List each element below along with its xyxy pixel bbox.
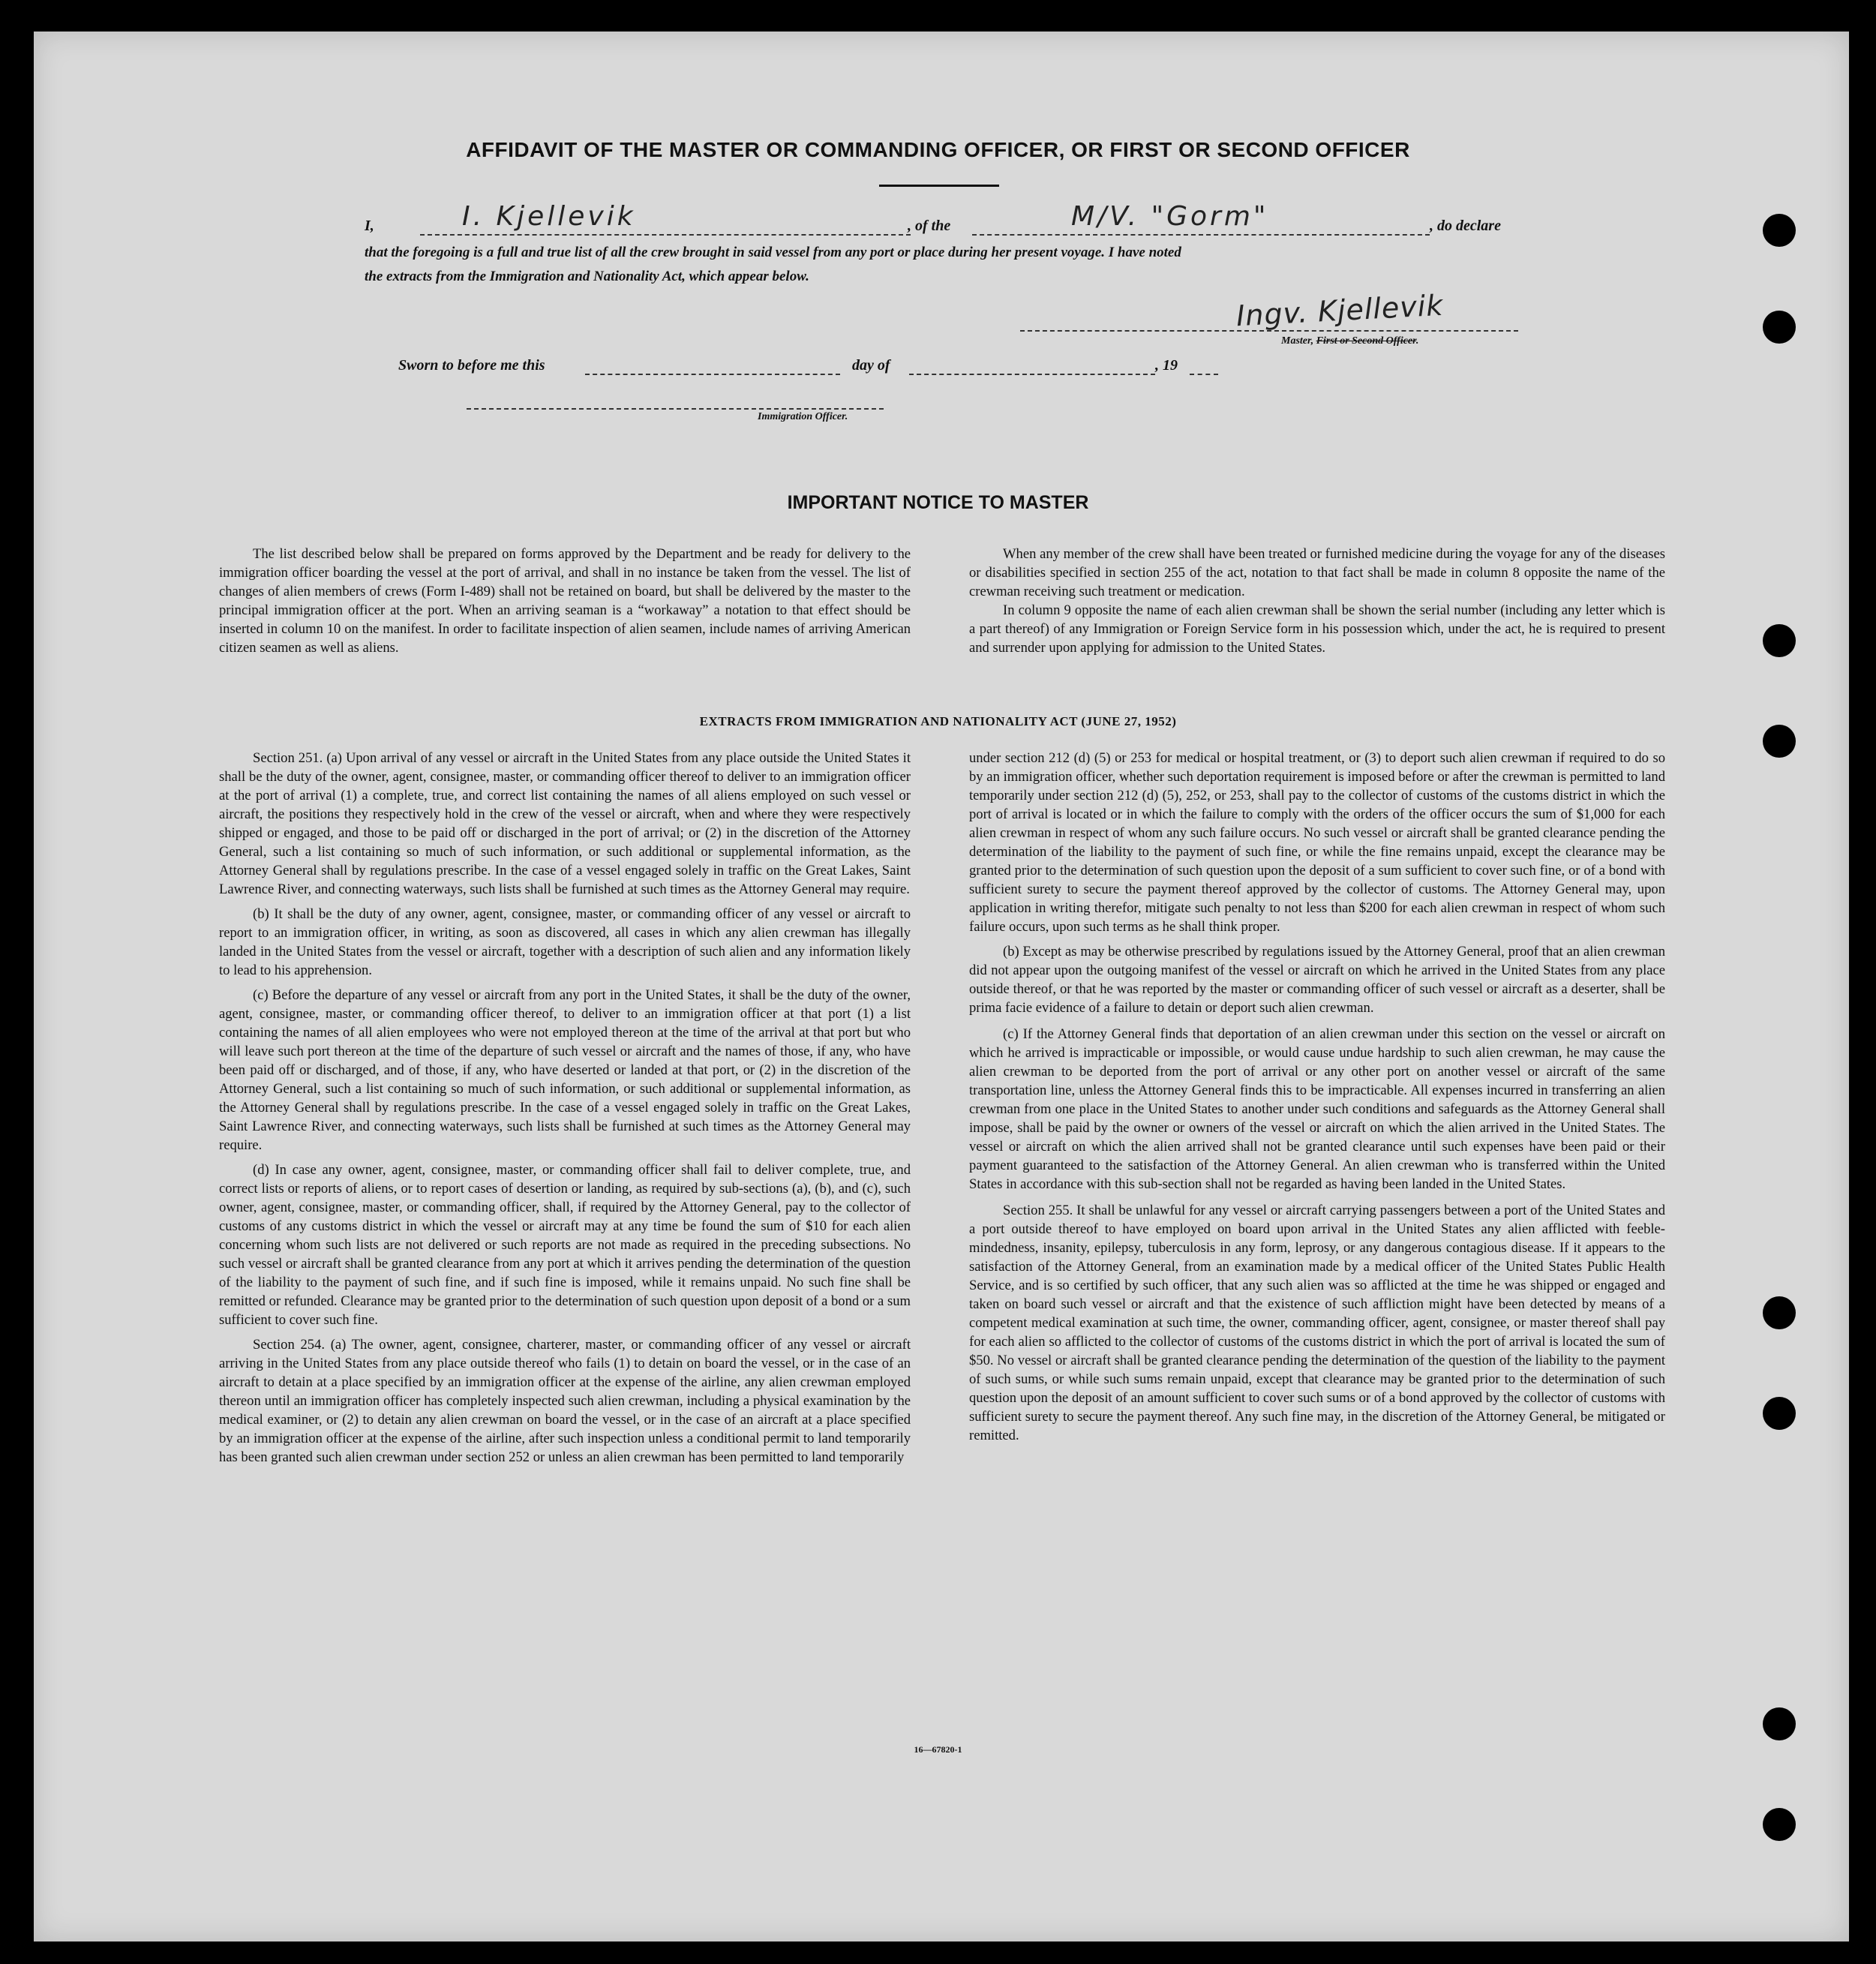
affidavit-line-3: the extracts from the Immigration and Nationality Act, which appear below. bbox=[365, 269, 809, 284]
binder-hole bbox=[1763, 624, 1796, 657]
notice-right-column bbox=[969, 545, 1665, 663]
notice-right-paragraph-2: In column 9 opposite the name of each alien crewman shall be shown the serial number (including any letter which is a part thereof) of any Immigration or Foreign Service form in his possession which, under the act, he is required to present and surrender upon applying for admission to the United States. bbox=[969, 602, 1665, 656]
section-251-d: (d) In case any owner, agent, consignee, master, or commanding officer shall fail to deliver complete, true, and correct lists or reports of aliens, or to report cases of desertion or landing, as required by sub-sections (a), (b), and (c), such owner, agent, consignee, master, or commanding officer, shall, if required by the Attorney General, pay to the collector of customs of any customs district in which the vessel or aircraft may at any time be found the sum of $10 for each alien concerning whom such lists are not delivered or such reports are not made as required in the preceding subsections. No such vessel or aircraft shall be granted clearance from any port at which it arrives pending the determination of the question of the liability to the payment of such fine, and if such fine is imposed, while it remains unpaid. No such fine shall be remitted or refunded. Clearance may be granted prior to the determination of such question upon deposit of a bond or a sum sufficient to cover such fine. bbox=[219, 1162, 911, 1328]
binder-hole bbox=[1763, 311, 1796, 344]
day-of-label: day of bbox=[852, 357, 890, 374]
binder-hole bbox=[1763, 1707, 1796, 1740]
affidavit-title: AFFIDAVIT OF THE MASTER OR COMMANDING OFFICER, OR FIRST OR SECOND OFFICER bbox=[466, 138, 1410, 161]
master-name-handwritten: I. Kjellevik bbox=[462, 201, 636, 232]
section-255: Section 255. It shall be unlawful for any vessel or aircraft carrying passengers between a port of the United States and a port outside thereof to have employed on board upon arrival in the United States any alien afflicted with feeble-mindedness, insanity, epilepsy, tuberculosis in any form, leprosy, or any dangerous contagious disease. If it appears to the satisfaction of the Attorney General, from an examination made by a medical officer of the United States Public Health Service, and is so certified by such officer, that any such alien was so afflicted at the time he was shipped or engaged and taken on board such vessel or aircraft and that the existence of such affliction might have been detected by means of a competent medical examination at such time, the owner, commanding officer, agent, consignee, or master thereof shall pay for each alien so afflicted to the collector of customs of the customs district in which the port of arrival is located the sum of $50. No vessel or aircraft shall be granted clearance pending the determination of the question of the liability to the payment of such sums, or while such sums remain unpaid, except that clearance may be granted prior to the determination of such question upon the deposit of an amount sufficient to cover such sums or of a bond approved by the collector of customs with sufficient surety to secure the payment thereof. Any such fine may, in the discretion of the Attorney General, be mitigated or remitted. bbox=[969, 1203, 1665, 1443]
binder-hole bbox=[1763, 725, 1796, 758]
extracts-title: EXTRACTS FROM IMMIGRATION AND NATIONALITY ACT (JUNE 27, 1952) bbox=[699, 714, 1177, 728]
sworn-day-line bbox=[585, 374, 840, 375]
vessel-field-line bbox=[972, 234, 1430, 236]
title-rule bbox=[879, 185, 999, 187]
name-field-line bbox=[420, 234, 911, 236]
vessel-name-handwritten: M/V. "Gorm" bbox=[1071, 201, 1269, 232]
master-signature-caption bbox=[1281, 335, 1418, 347]
year-line bbox=[1190, 374, 1218, 375]
immigration-officer-label: Immigration Officer. bbox=[758, 411, 848, 422]
binder-hole bbox=[1763, 1397, 1796, 1430]
binder-hole bbox=[1763, 214, 1796, 247]
year-label: , 19 bbox=[1155, 357, 1178, 374]
section-254-a: Section 254. (a) The owner, agent, consignee, charterer, master, or commanding officer of any vessel or aircraft arriving in the United States from any place outside thereof who fails (1) to detain on board the vessel, or in the case of an aircraft to detain at a place specified by an immigration officer at the expense of the airline, any alien crewman employed thereon until an immigration officer has completely inspected such alien crewman, including a physical examination by the medical examiner, or (2) to detain any alien crewman on board the vessel, or in the case of an aircraft at a place specified by an immigration officer at the expense of the airline, after such inspection unless a conditional permit to land temporarily has been granted such alien crewman under section 252 or unless an alien crewman has been permitted to land temporarily bbox=[219, 1337, 911, 1465]
extracts-left-column bbox=[219, 749, 911, 1473]
section-254-c: (c) If the Attorney General finds that deportation of an alien crewman under this section on the vessel or aircraft on which he arrived is impracticable or impossible, or would cause undue hardship to such alien crewman, he may cause the alien crewman to be deported from the port of arrival or any other port on another vessel or aircraft of the same transportation line, unless the Attorney General finds this to be impracticable. All expenses incurred in transferring an alien crewman from one place in the United States to another under such conditions and safeguards as the Attorney General shall impose, shall be paid by the owner or owners of the vessel or aircraft on which the alien arrived in the United States. The vessel or aircraft on which the alien arrived shall not be granted clearance until such expenses have been paid or their payment guaranteed to the satisfaction of the Attorney General. An alien crewman who is transferred within the United States in accordance with this sub-section shall not be regarded as having been landed in the United States. bbox=[969, 1026, 1665, 1192]
section-251-a: Section 251. (a) Upon arrival of any vessel or aircraft in the United States from any place outside the United States it shall be the duty of the owner, agent, consignee, master, or commanding officer thereof to deliver to an immigration officer at the port of arrival (1) a complete, true, and correct list containing the names of all aliens employed on such vessel or aircraft, the positions they respectively hold in the crew of the vessel or aircraft, when and where they were respectively shipped or engaged, and those to be paid off or discharged in the port of arrival; or (2) in the discretion of the Attorney General, such a list containing so much of such information, or such additional or supplemental information, as the Attorney General shall by regulations prescribe. In the case of a vessel engaged solely in traffic on the Great Lakes, Saint Lawrence River, and connecting waterways, such lists shall be furnished at such times as the Attorney General may require. bbox=[219, 750, 911, 897]
section-254-b: (b) Except as may be otherwise prescribed by regulations issued by the Attorney General, proof that an alien crewman did not appear upon the outgoing manifest of the vessel or aircraft on which he arrived in the United States from any place outside thereof, or that he was reported by the master or commanding officer of such vessel or aircraft as a deserter, shall be prima facie evidence of a failure to detain or deport such alien crewman. bbox=[969, 944, 1665, 1016]
affidavit-line-2: that the foregoing is a full and true list of all the crew brought in said vessel from any port or place during her present voyage. I have noted bbox=[365, 245, 1181, 260]
section-251-c: (c) Before the departure of any vessel or aircraft from any port in the United States, it shall be the duty of the owner, agent, consignee, master, or commanding officer thereof, to deliver to an immigration officer at that port (1) a list containing the names of all alien employees who were not employed thereon at the time of the arrival at that port but who will leave such port thereon at the time of the departure of such vessel or aircraft and the names of those, if any, who have been paid off or discharged, and of those, if any, who have deserted or landed at that port, or (2) in the discretion of the Attorney General, such a list containing so much of such information, or such additional or supplemental information, as the Attorney General shall by regulations prescribe. In the case of a vessel engaged solely in traffic on the Great Lakes, Saint Lawrence River, and connecting waterways, such lists shall be furnished at such times as the Attorney General may require. bbox=[219, 987, 911, 1153]
binder-hole bbox=[1763, 1296, 1796, 1329]
notice-title: IMPORTANT NOTICE TO MASTER bbox=[787, 492, 1089, 513]
sworn-month-line bbox=[909, 374, 1155, 375]
of-the-label: , of the bbox=[908, 218, 951, 234]
form-code: 16—67820-1 bbox=[914, 1744, 962, 1755]
caption-end: . bbox=[1415, 335, 1419, 347]
notice-right-paragraph-1: When any member of the crew shall have been treated or furnished medicine during the voyage for any of the diseases or disabilities specified in section 255 of the act, notation to that fact shall be made in column 8 opposite the name of the crewman receiving such treatment or medication. bbox=[969, 546, 1665, 599]
binder-hole bbox=[1763, 1808, 1796, 1841]
struck-officer-label: First or Second Officer bbox=[1316, 335, 1416, 347]
do-declare-label: , do declare bbox=[1430, 218, 1501, 234]
notice-left-column bbox=[219, 545, 911, 663]
extracts-right-column bbox=[969, 749, 1665, 1451]
sworn-label: Sworn to before me this bbox=[398, 357, 545, 374]
notice-left-paragraph: The list described below shall be prepared on forms approved by the Department and be ready for delivery to the immigration officer boarding the vessel at the port of arrival, and shall in no instance be taken from the vessel. The list of changes of alien members of crews (Form I-489) shall not be retained on board, but shall be delivered by the master to the principal immigration officer at the port. When an arriving seaman is a “workaway” a notation to that effect should be inserted in column 10 on the manifest. In order to facilitate inspection of alien seamen, include names of arriving American citizen seamen as well as aliens. bbox=[219, 546, 911, 656]
immigration-officer-line bbox=[467, 408, 884, 410]
section-251-b: (b) It shall be the duty of any owner, agent, consignee, master, or commanding officer of any vessel or aircraft to report to an immigration officer, in writing, as soon as discovered, all cases in which any alien crewman has illegally landed in the United States from the vessel or aircraft, together with a description of such alien and any information likely to lead to his apprehension. bbox=[219, 906, 911, 978]
master-label: Master, bbox=[1281, 335, 1316, 347]
master-signature: Ingv. Kjellevik bbox=[1235, 288, 1445, 333]
section-254-a-continued: under section 212 (d) (5) or 253 for medical or hospital treatment, or (3) to deport such alien crewman if required to do so by an immigration officer, whether such deportation requirement is imposed before or after the crewman is permitted to land temporarily under section 212 (d) (5), 252, or 253, shall pay to the collector of customs of the customs district in which the port of arrival is located or in which the failure to comply with the orders of the officer occurs the sum of $1,000 for each alien crewman in respect of whom any such failure occurs. No such vessel or aircraft shall be granted clearance pending the determination of the liability to the payment of such fine, or while the fine remains unpaid, except the clearance may be granted prior to the determination of such question upon the deposit of a sum sufficient to cover such fine, or of a bond with sufficient surety to secure the payment thereof approved by the collector of customs. The Attorney General may, upon application in writing therefor, mitigate such penalty to not less than $200 for each alien crewman in respect of whom such failure occurs, upon such terms as he shall think proper. bbox=[969, 750, 1665, 935]
affidavit-i-label: I, bbox=[365, 218, 374, 234]
